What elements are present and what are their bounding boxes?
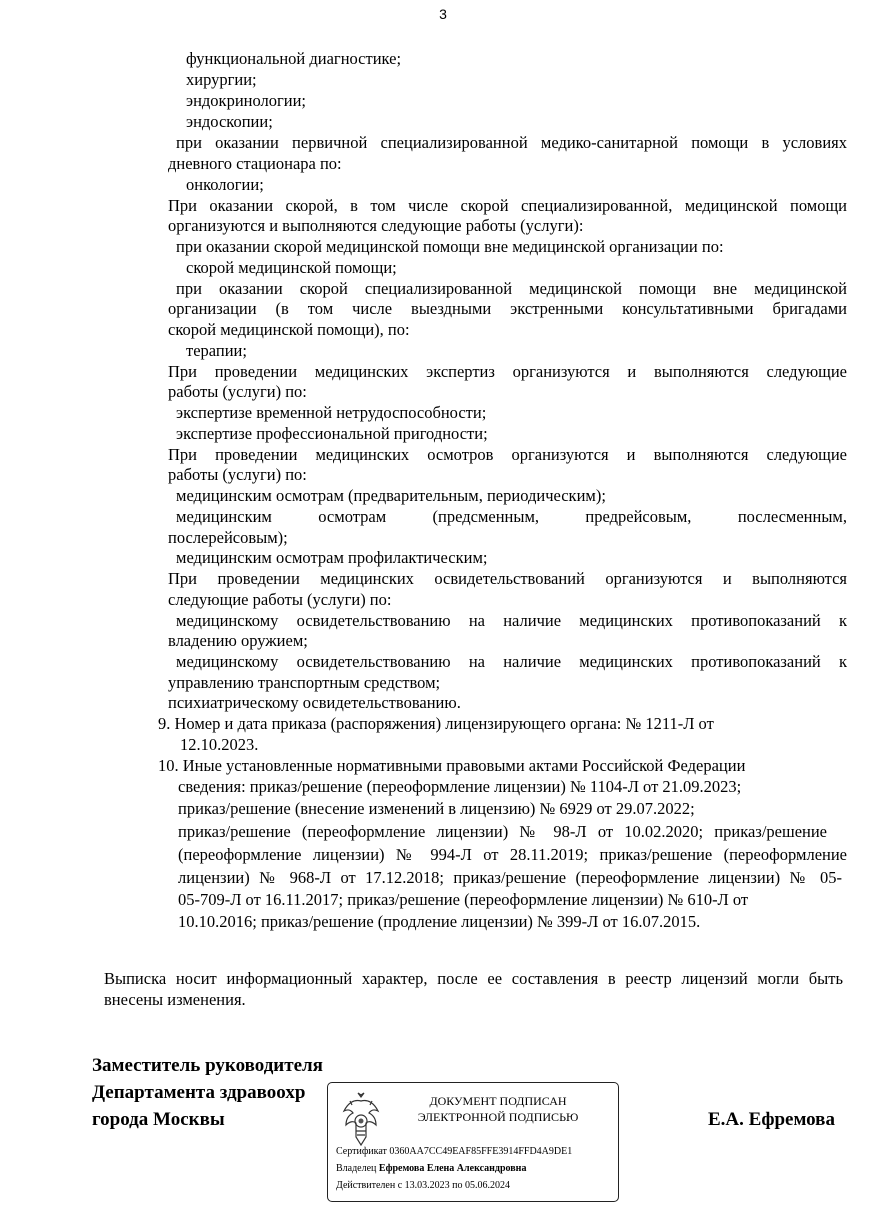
text-line: организуются и выполняются следующие работы (услуги): <box>168 216 584 235</box>
text-line: При оказании скорой, в том числе скорой специализированной, медицинской помощи <box>168 196 847 215</box>
text-line: медицинским осмотрам (предварительным, периодическим); <box>176 486 606 505</box>
text-line: функциональной диагностике; <box>186 49 402 68</box>
text-line: управлению транспортным средством; <box>168 673 441 692</box>
text-line: экспертизе профессиональной пригодности; <box>176 424 488 443</box>
text-line: эндокринологии; <box>186 91 307 110</box>
text-line: 10.10.2016; приказ/решение (продление лицензии) № 399-Л от 16.07.2015. <box>178 912 701 931</box>
text-line: эндоскопии; <box>186 112 273 131</box>
text-line: скорой медицинской помощи; <box>186 258 397 277</box>
text-line: приказ/решение (внесение изменений в лицензию) № 6929 от 29.07.2022; <box>178 799 695 818</box>
text-line: медицинским осмотрам профилактическим; <box>176 548 488 567</box>
text-line: организации (в том числе выездными экстренными консультативными бригадами <box>168 299 847 318</box>
text-line: медицинскому освидетельствованию на наличие медицинских противопоказаний к <box>176 652 847 671</box>
text-line: онкологии; <box>186 175 264 194</box>
text-line: 9. Номер и дата приказа (распоряжения) лицензирующего органа: № 1211-Л от <box>158 714 714 733</box>
text-line: работы (услуги) по: <box>168 382 307 401</box>
owner-label: Владелец <box>336 1163 379 1174</box>
text-line: терапии; <box>186 341 247 360</box>
certificate-validity: Действителен с 13.03.2023 по 05.06.2024 <box>336 1180 510 1191</box>
text-line: 10. Иные установленные нормативными правовыми актами Российской Федерации <box>158 756 746 775</box>
electronic-signature-stamp <box>327 1082 619 1202</box>
text-line: хирургии; <box>186 70 257 89</box>
owner-name: Ефремова Елена Александровна <box>378 1163 527 1174</box>
text-line: При проведении медицинских освидетельствований организуются и выполняются <box>168 569 847 588</box>
text-line: Выписка носит информационный характер, после ее составления в реестр лицензий могли быть <box>104 969 843 988</box>
text-line: лицензии) № 968-Л от 17.12.2018; приказ/решение (переоформление лицензии) № 05- <box>178 868 842 887</box>
text-line: при оказании скорой медицинской помощи вне медицинской организации по: <box>176 237 724 256</box>
signatory-name: Е.А. Ефремова <box>708 1109 835 1130</box>
page-number: 3 <box>439 6 447 22</box>
text-line: (переоформление лицензии) № 994-Л от 28.11.2019; приказ/решение (переоформление <box>178 845 847 864</box>
stamp-title-1: ДОКУМЕНТ ПОДПИСАН <box>429 1094 567 1108</box>
certificate-number: Сертификат 0360AA7CC49EAF85FFE3914FFD4A9DE1 <box>336 1146 573 1157</box>
text-line: следующие работы (услуги) по: <box>168 590 392 609</box>
text-line: при оказании скорой специализированной медицинской помощи вне медицинской <box>176 279 847 298</box>
text-line: дневного стационара по: <box>168 154 342 173</box>
signature-title-line-1: Заместитель руководителя <box>92 1055 323 1076</box>
text-line: медицинскому освидетельствованию на наличие медицинских противопоказаний к <box>176 611 847 630</box>
text-line: скорой медицинской помощи), по: <box>168 320 410 339</box>
text-line: При проведении медицинских осмотров организуются и выполняются следующие <box>168 445 847 464</box>
signature-title-line-3: города Москвы <box>92 1109 225 1130</box>
text-line: владению оружием; <box>168 631 308 650</box>
text-line: послерейсовым); <box>168 528 288 547</box>
text-line: приказ/решение (переоформление лицензии) № 98-Л от 10.02.2020; приказ/решение <box>178 822 827 841</box>
text-line: работы (услуги) по: <box>168 465 307 484</box>
text-line: при оказании первичной специализированной медико-санитарной помощи в условиях <box>176 133 847 152</box>
text-line: 12.10.2023. <box>180 735 259 754</box>
text-line: сведения: приказ/решение (переоформление лицензии) № 1104-Л от 21.09.2023; <box>178 777 742 796</box>
certificate-owner <box>336 1162 526 1176</box>
text-line: При проведении медицинских экспертиз организуются и выполняются следующие <box>168 362 847 381</box>
text-line: 05-709-Л от 16.11.2017; приказ/решение (переоформление лицензии) № 610-Л от <box>178 890 749 909</box>
text-line: медицинским осмотрам (предсменным, предрейсовым, послесменным, <box>176 507 847 526</box>
stamp-title-2: ЭЛЕКТРОННОЙ ПОДПИСЬЮ <box>417 1110 579 1124</box>
signature-title-line-2: Департамента здравоохр <box>92 1082 306 1103</box>
coat-of-arms-icon <box>336 1091 386 1149</box>
text-line: психиатрическому освидетельствованию. <box>168 693 461 712</box>
text-line: внесены изменения. <box>104 990 246 1009</box>
text-line: экспертизе временной нетрудоспособности; <box>176 403 487 422</box>
